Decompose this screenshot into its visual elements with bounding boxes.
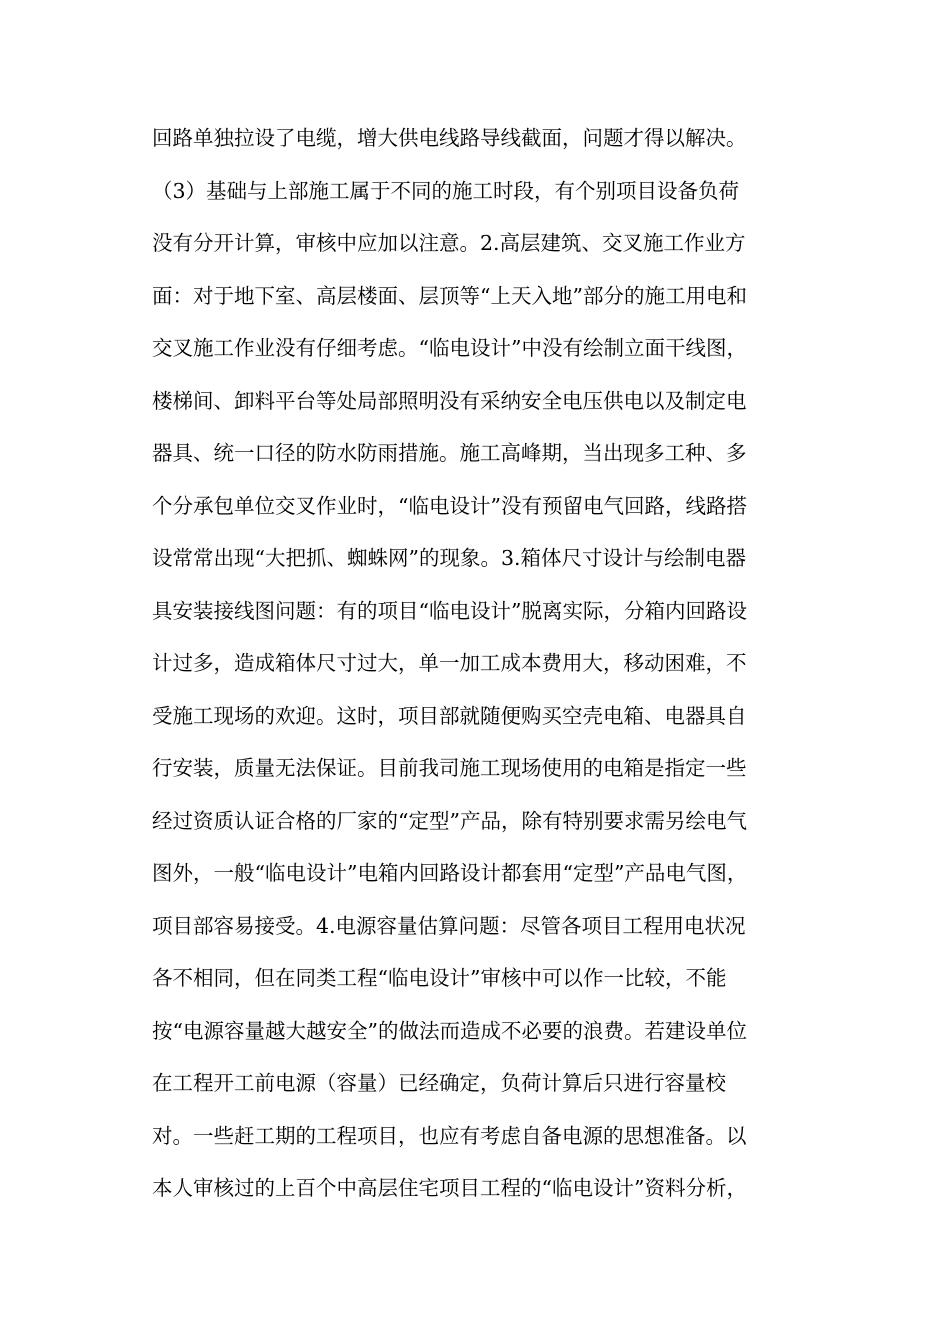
text-line-10: 具安装接线图问题：有的项目“临电设计”脱离实际，分箱内回路设 <box>152 598 747 623</box>
text-line-17: 各不相同，但在同类工程“临电设计”审核中可以作一比较，不能 <box>152 966 727 990</box>
text-line-19: 在工程开工前电源（容量）已经确定，负荷计算后只进行容量校 <box>152 1071 726 1095</box>
text-line-11: 计过多，造成箱体尺寸过大，单一加工成本费用大，移动困难，不 <box>152 651 747 675</box>
text-line-3: 没有分开计算，审核中应加以注意。2.高层建筑、交叉施工作业方 <box>152 231 746 255</box>
text-line-1: 回路单独拉设了电缆，增大供电线路导线截面，问题才得以解决。 <box>152 126 747 150</box>
text-line-5: 交叉施工作业没有仔细考虑。“临电设计”中没有绘制立面干线图， <box>152 336 747 360</box>
text-line-15: 图外，一般“临电设计”电箱内回路设计都套用“定型”产品电气图， <box>152 861 748 885</box>
text-line-7: 器具、统一口径的防水防雨措施。施工高峰期，当出现多工种、多 <box>152 441 747 465</box>
text-line-13: 行安装，质量无法保证。目前我司施工现场使用的电箱是指定一些 <box>152 756 747 780</box>
text-line-20: 对。一些赶工期的工程项目，也应有考虑自备电源的思想准备。以 <box>152 1123 747 1148</box>
text-line-2: （3）基础与上部施工属于不同的施工时段，有个别项目设备负荷 <box>152 178 740 203</box>
text-line-16: 项目部容易接受。4.电源容量估算问题：尽管各项目工程用电状况 <box>152 913 746 938</box>
body-text <box>152 112 812 1215</box>
text-line-9: 设常常出现“大把抓、蜘蛛网”的现象。3.箱体尺寸设计与绘制电器 <box>152 546 747 570</box>
text-line-8: 个分承包单位交叉作业时，“临电设计”没有预留电气回路，线路搭 <box>152 493 747 518</box>
text-line-12: 受施工现场的欢迎。这时，项目部就随便购买空壳电箱、电器具自 <box>152 703 747 728</box>
text-line-4: 面：对于地下室、高层楼面、层顶等“上天入地”部分的施工用电和 <box>152 283 747 308</box>
text-line-14: 经过资质认证合格的厂家的“定型”产品，除有特别要求需另绘电气 <box>152 808 747 833</box>
text-line-18: 按“电源容量越大越安全”的做法而造成不必要的浪费。若建设单位 <box>152 1018 747 1043</box>
text-line-21: 本人审核过的上百个中高层住宅项目工程的“临电设计”资料分析， <box>152 1176 747 1200</box>
text-line-6: 楼梯间、卸料平台等处局部照明没有采纳安全电压供电以及制定电 <box>152 388 747 413</box>
